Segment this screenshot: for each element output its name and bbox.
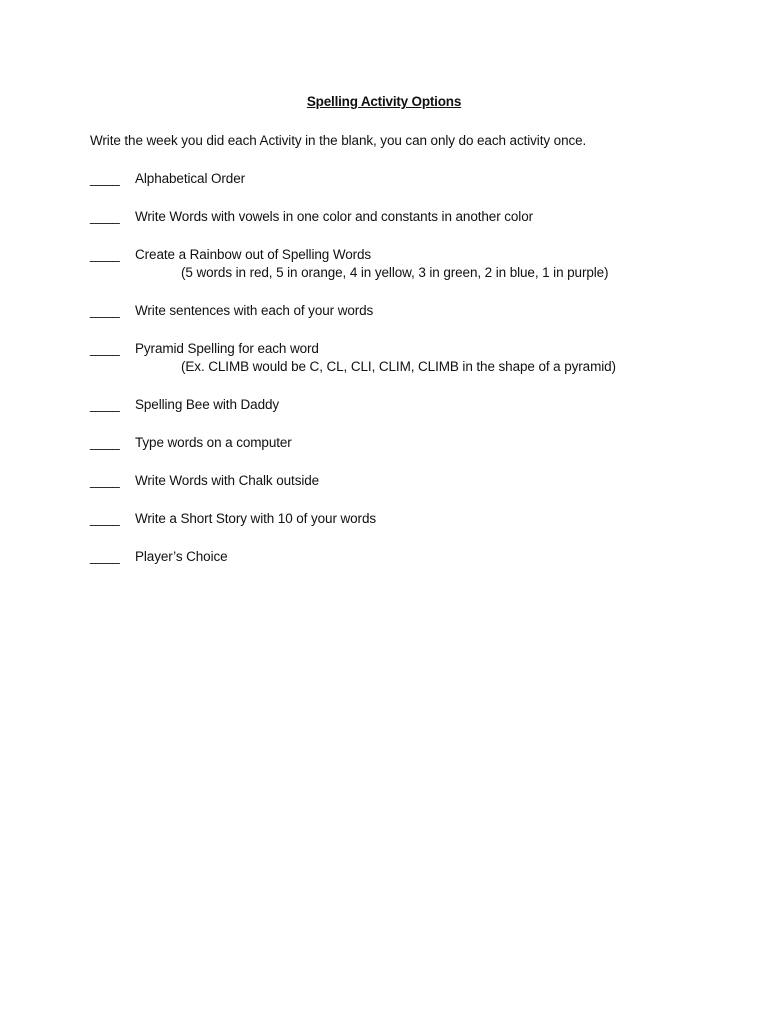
activity-item [90, 472, 710, 490]
activity-item [90, 302, 710, 320]
activity-note: (5 words in red, 5 in orange, 4 in yellow, 3 in green, 2 in blue, 1 in purple) [181, 265, 609, 280]
activity-label: Player’s Choice [135, 549, 228, 564]
activity-item [90, 246, 710, 282]
activity-blank: ____ [90, 171, 120, 186]
activity-label: Spelling Bee with Daddy [135, 397, 280, 412]
instructions-text: Write the week you did each Activity in the blank, you can only do each activity once. [90, 133, 587, 148]
page-title: Spelling Activity Options [306, 94, 462, 109]
activity-list [90, 170, 710, 586]
activity-item [90, 208, 710, 226]
activity-blank: ____ [90, 511, 120, 526]
activity-label: Write a Short Story with 10 of your words [135, 511, 376, 526]
activity-item [90, 396, 710, 414]
activity-blank: ____ [90, 435, 120, 450]
activity-note: (Ex. CLIMB would be C, CL, CLI, CLIM, CLIMB in the shape of a pyramid) [181, 359, 616, 374]
activity-blank: ____ [90, 247, 120, 262]
activity-item [90, 434, 710, 452]
activity-blank: ____ [90, 341, 120, 356]
activity-label: Alphabetical Order [135, 171, 246, 186]
activity-item [90, 510, 710, 528]
activity-label: Create a Rainbow out of Spelling Words [135, 247, 372, 262]
activity-label: Pyramid Spelling for each word [135, 341, 319, 356]
activity-blank: ____ [90, 473, 120, 488]
activity-blank: ____ [90, 209, 120, 224]
activity-label: Write sentences with each of your words [135, 303, 374, 318]
activity-item [90, 170, 710, 188]
activity-blank: ____ [90, 303, 120, 318]
activity-label: Write Words with vowels in one color and constants in another color [135, 209, 533, 224]
activity-label: Write Words with Chalk outside [135, 473, 320, 488]
activity-label: Type words on a computer [135, 435, 292, 450]
activity-blank: ____ [90, 397, 120, 412]
activity-item [90, 340, 710, 376]
activity-blank: ____ [90, 549, 120, 564]
activity-item [90, 548, 710, 566]
